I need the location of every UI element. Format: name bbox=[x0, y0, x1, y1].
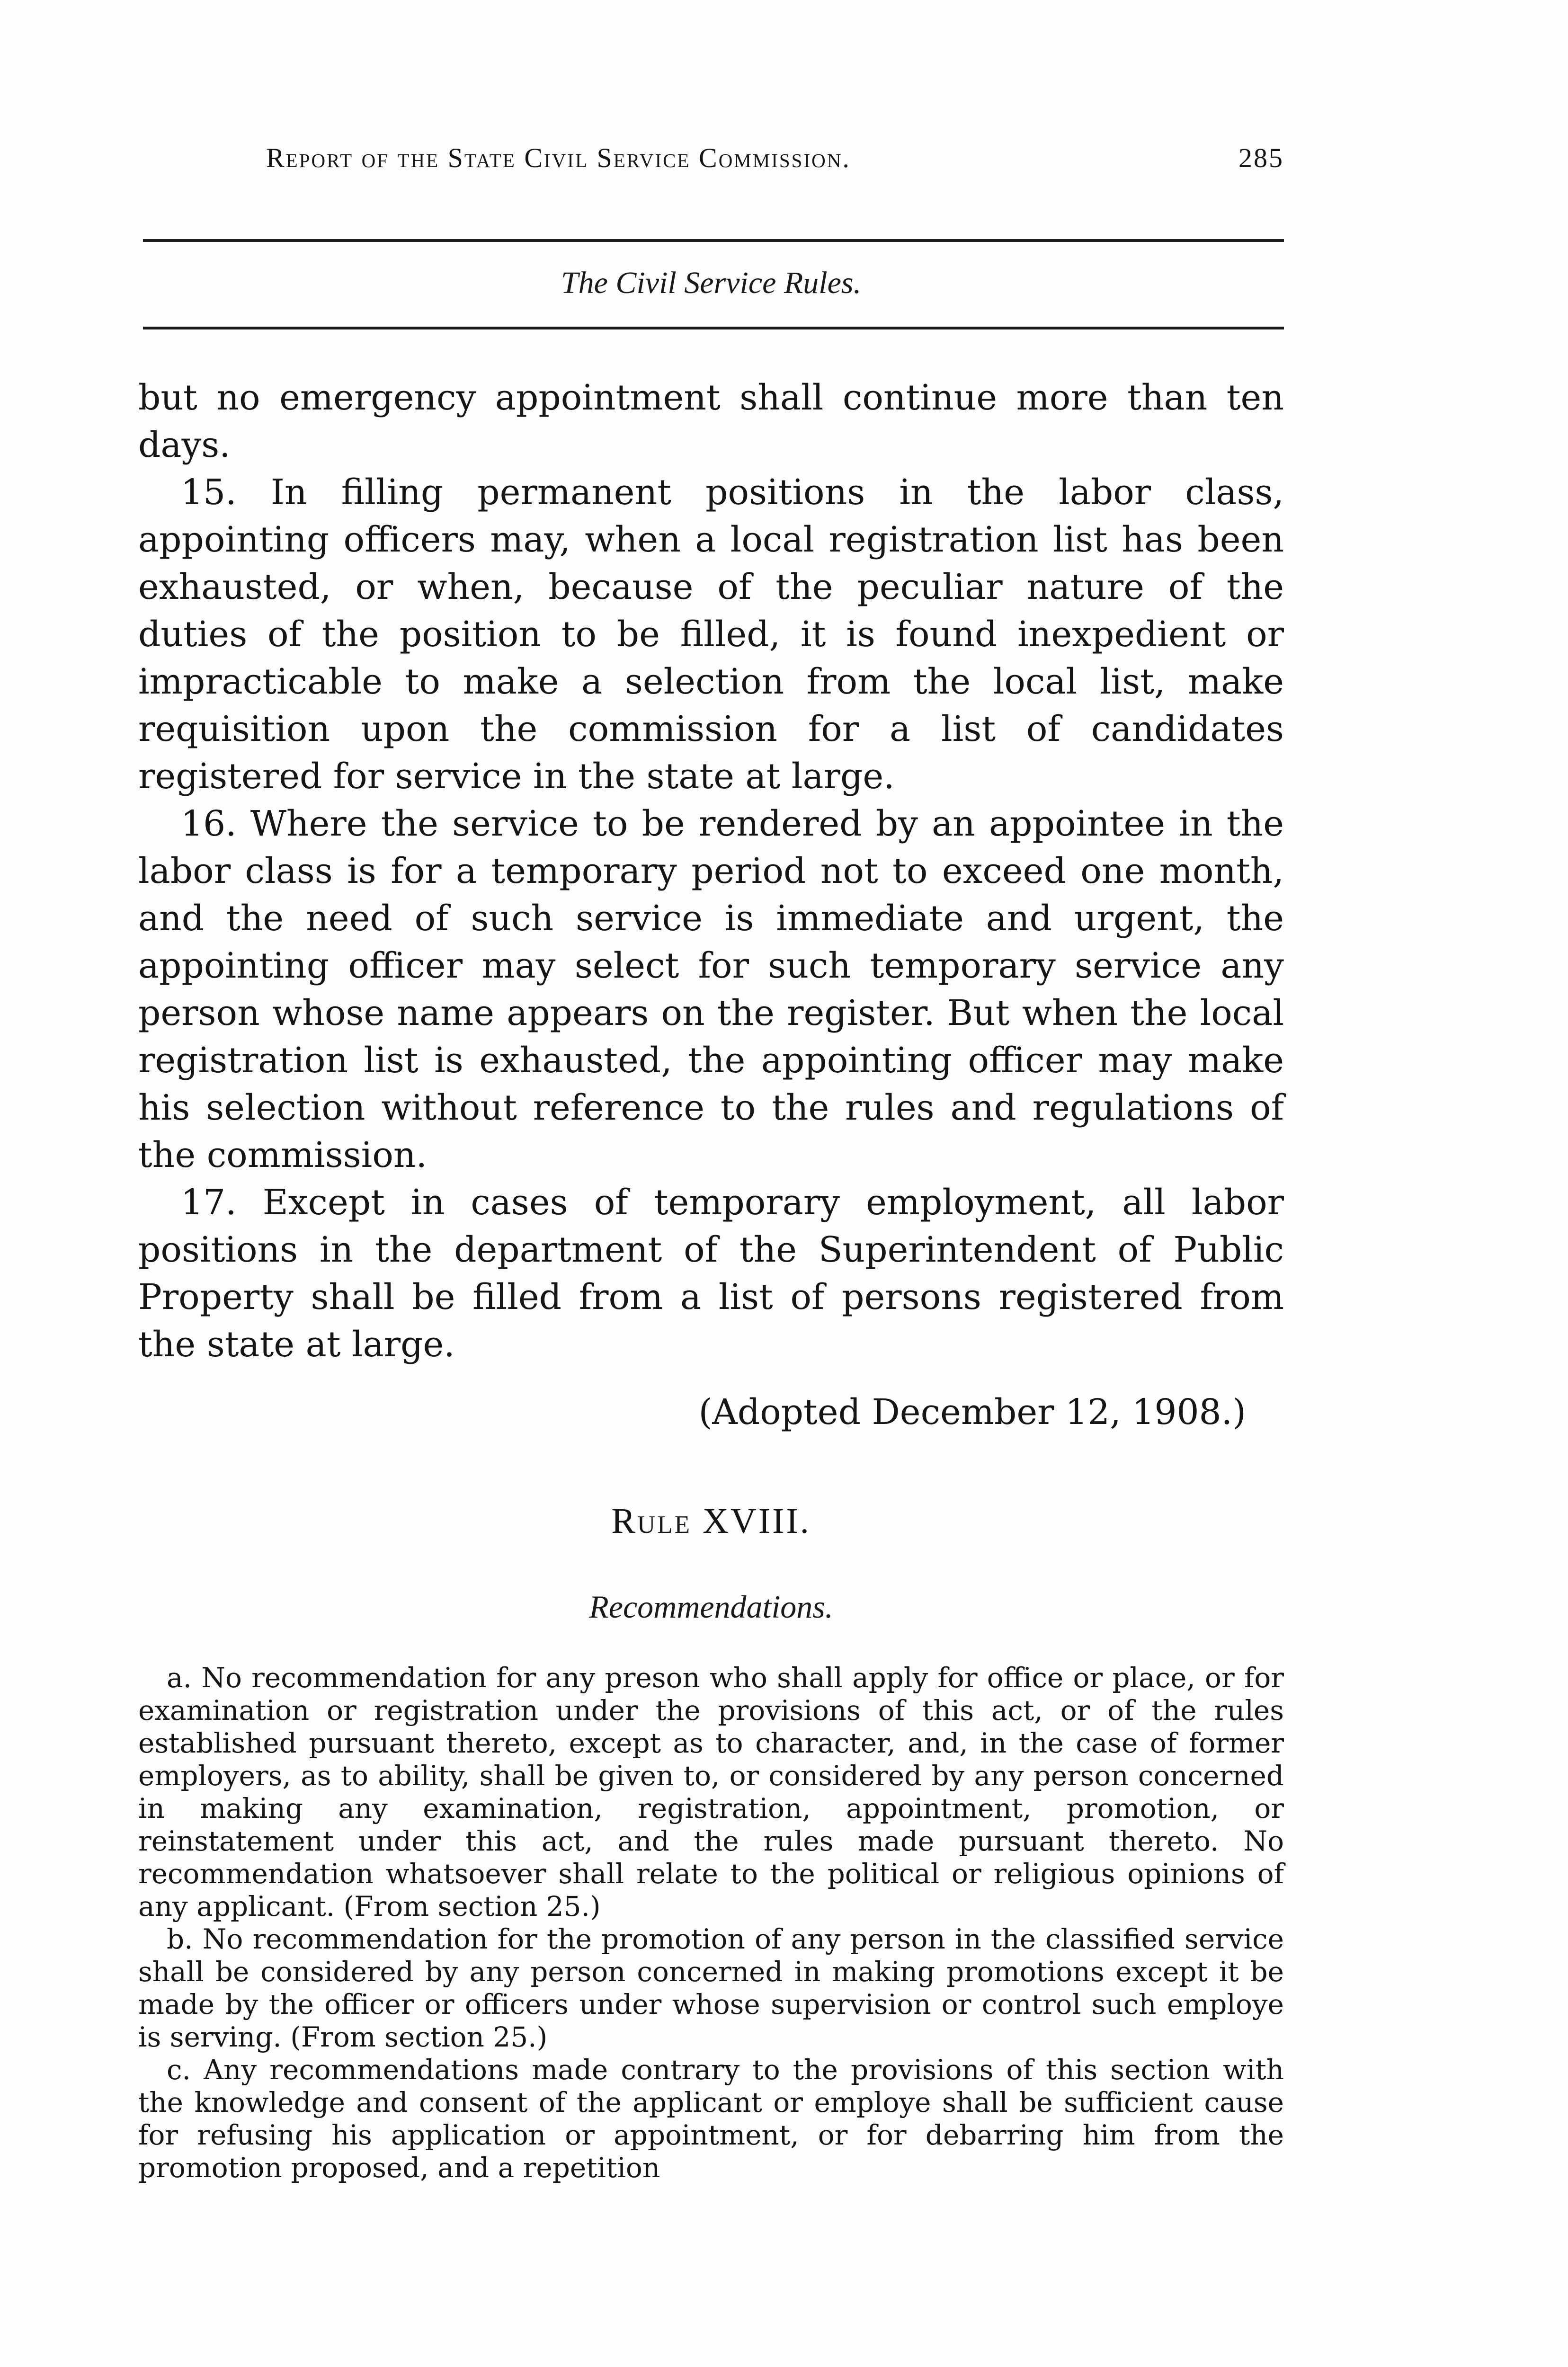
body-paragraph: but no emergency appointment shall continue more than ten days. bbox=[138, 377, 1284, 465]
page-number: 285 bbox=[1238, 142, 1284, 173]
body-paragraph: 17. Except in cases of temporary employment, all labor positions in the department of the Superintendent of Public Property shall be filled from a list of persons registered from the state at large. bbox=[138, 1182, 1284, 1365]
rule-subtitle: Recommendations. bbox=[589, 1589, 833, 1625]
rule-paragraph: a. No recommendation for any preson who shall apply for office or place, or for examination or registration under the provisions of this act, or of the rules established pursuant thereto, except as to character, and, in the case of former employers, as to ability, shall be given to, or considered by any person concerned in making any examination, registration, appointment, promotion, or reinstatement under this act, and the rules made pursuant thereto. No recommendation whatsoever shall relate to the political or religious opinions of any applicant. (From section 25.) bbox=[138, 1662, 1284, 1922]
body-text bbox=[138, 374, 1284, 1368]
body-paragraph: 15. In filling permanent positions in the labor class, appointing officers may, when a local registration list has been exhausted, or when, because of the peculiar nature of the duties of the position to be filled, it is found inexpedient or impracticable to make a selection from the local list, make requisition upon the commission for a list of candidates registered for service in the state at large. bbox=[138, 472, 1284, 797]
rule-paragraph: b. No recommendation for the promotion of any person in the classified service shall be considered by any person concerned in making promotions except it be made by the officer or officers under whose supervision or control such employe is serving. (From section 25.) bbox=[138, 1923, 1284, 2053]
adopted-note: (Adopted December 12, 1908.) bbox=[698, 1392, 1246, 1433]
body-paragraph: 16. Where the service to be rendered by an appointee in the labor class is for a temporary period not to exceed one month, and the need of such service is immediate and urgent, the appointing officer may select for such temporary service any person whose name appears on the register. But when the local registration list is exhausted, the appointing officer may make his selection without reference to the rules and regulations of the commission. bbox=[138, 803, 1284, 1175]
section-heading: The Civil Service Rules. bbox=[561, 266, 862, 300]
header-rule-top bbox=[143, 239, 1284, 242]
rule-text bbox=[138, 1662, 1284, 2184]
running-title: Report of the State Civil Service Commission. bbox=[266, 142, 851, 173]
rule-paragraph: c. Any recommendations made contrary to the provisions of this section with the knowledge and consent of the applicant or employe shall be sufficient cause for refusing his application or appointment, or for debarring him from the promotion proposed, and a repetition bbox=[138, 2054, 1284, 2184]
rule-title: Rule XVIII. bbox=[611, 1501, 811, 1541]
header-rule-bottom bbox=[143, 327, 1284, 329]
